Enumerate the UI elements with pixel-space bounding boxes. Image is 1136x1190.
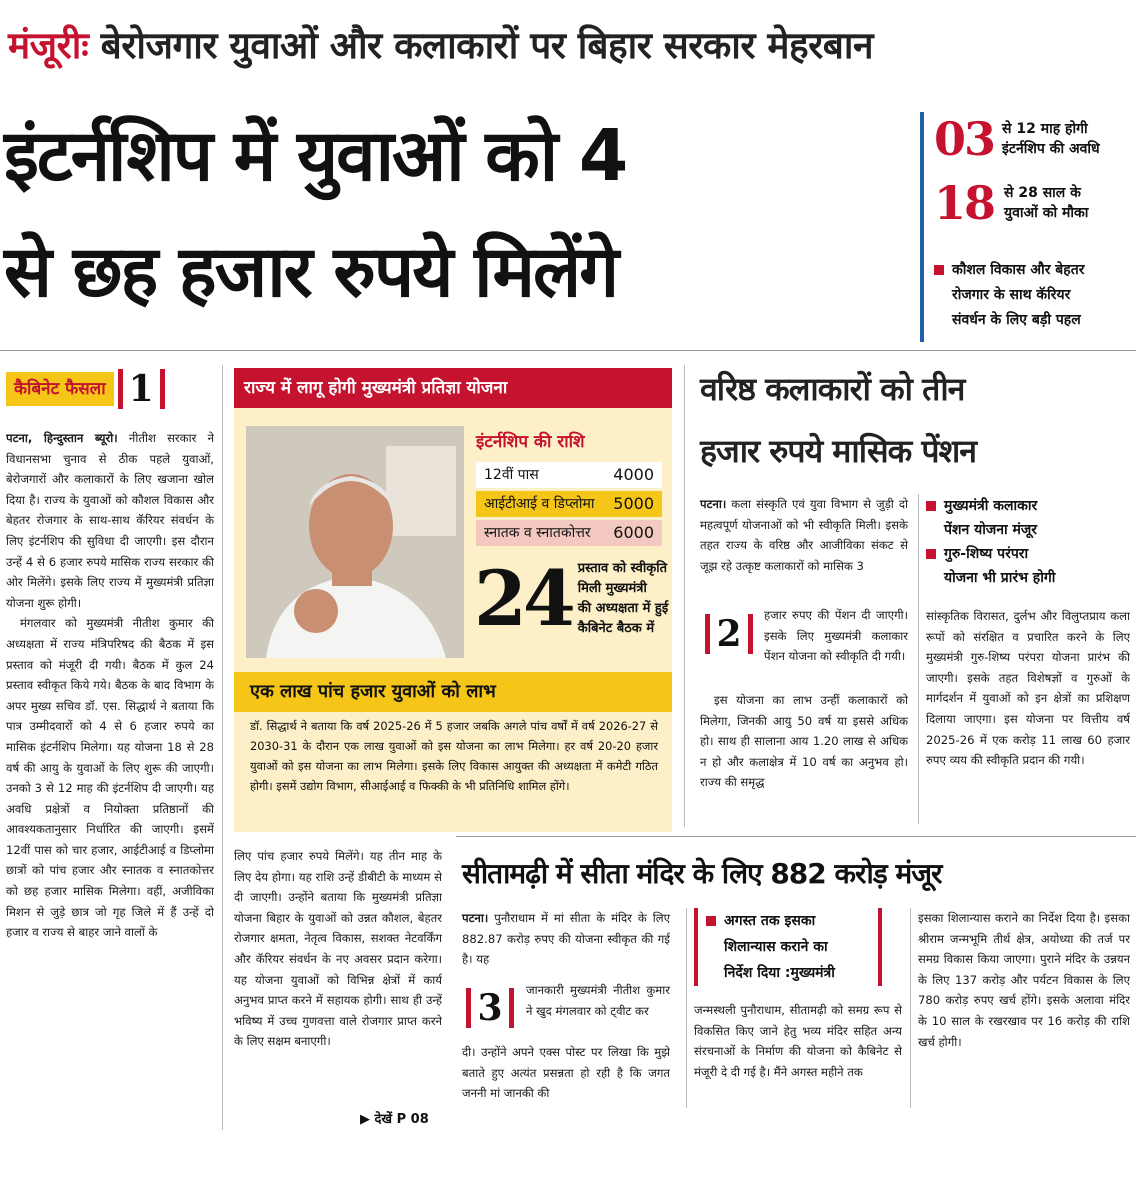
story-number-2: 2 xyxy=(700,612,758,656)
story3-dateline: पटना। xyxy=(462,911,489,925)
jump-arrow-icon: ▶ xyxy=(360,1112,370,1127)
col-rule-3 xyxy=(918,494,919,824)
story3-col2 xyxy=(694,1000,902,1108)
fact-box xyxy=(920,112,1134,342)
fact-bullet-line-1: कौशल विकास और बेहतर xyxy=(952,262,1085,278)
story2-headline-1: वरिष्ठ कलाकारों को तीन xyxy=(700,370,965,408)
chief-minister-photo xyxy=(246,426,464,658)
row-value: 5000 xyxy=(613,494,654,513)
big-number-text-4: कैबिनेट बैठक में xyxy=(577,621,655,636)
row-label: 12वीं पास xyxy=(484,467,539,483)
story3-quote xyxy=(694,908,882,986)
story3-col2-text: जन्मस्थली पुनौराधाम, सीतामढ़ी को समग्र रूप से विकसित किए जाने हेतु भव्य मंदिर सहित अन्य संरचनाओं के निर्माण की योजना को कैबिनेट से मंजूरी दे दी गई है। मैंने अगस्त महीने तक xyxy=(694,1003,902,1079)
sub-text: डॉ. सिद्धार्थ ने बताया कि वर्ष 2025-26 में 5 हजार जबकि अगले पांच वर्षों में वर्ष 2026-27 से 2030-31 के दौरान एक लाख युवाओं को इस योजना का लाभ मिलेगा। हर वर्ष 20-20 हजार युवाओं को इस योजना का लाभ मिलेगा। इसके लिए विकास आयुक्त की अध्यक्षता में कमेटी गठित होगी। इसमें उद्योग विभाग, सीआईआई व फिक्की के भी प्रतिनिधि शामिल होंगे। xyxy=(250,719,658,793)
story3-quote-3: निर्देश दिया :मुख्यमंत्री xyxy=(724,965,835,981)
row-label: आईटीआई व डिप्लोमा xyxy=(484,496,595,512)
story2-bullets xyxy=(926,494,1130,590)
scheme-box-title: राज्य में लागू होगी मुख्यमंत्री प्रतिज्ञा योजना xyxy=(234,368,672,408)
fact-text-1b: इंटर्नशिप की अवधि xyxy=(1002,141,1100,157)
story2-dateline: पटना। xyxy=(700,497,727,511)
story2-col1-p2 xyxy=(700,690,908,825)
story3-quote-2: शिलान्यास कराने का xyxy=(724,939,828,955)
fact-bullet xyxy=(934,258,1084,333)
story1-p1: नीतीश सरकार ने विधानसभा चुनाव से ठीक पहले युवाओं, बेरोजगारों और कलाकारों के लिए खजाना खोल दिया है। राज्य के युवाओं को कौशल विकास और बेहतर रोजगार के साथ-साथ कॅरियर संवर्धन के लिए इंटर्नशिप की सुविधा दी जाएगी। इस दौरान उन्हें 4 से 6 हजार रुपये मासिक राज्य सरकार की ओर मिलेंगे। इसके लिए राज्य में मुख्यमंत्री प्रतिज्ञा योजना शुरू होगी। xyxy=(6,431,214,610)
story1-col2-text: लिए पांच हजार रुपये मिलेंगे। यह तीन माह के लिए देय होगा। यह राशि उन्हें डीबीटी के माध्यम से दी जाएगी। उन्होंने बताया कि मुख्यमंत्री प्रतिज्ञा योजना बिहार के युवाओं को उन्नत कौशल, बेहतर रोजगार क्षमता, नेतृत्व विकास, सशक्त नेटवर्किंग और कॅरियर संवर्धन के नए अवसर प्रदान करेगा। यह योजना युवाओं को विभिन्न क्षेत्रों में कार्य अनुभव प्राप्त करने में सहायक होगी। साथ ही उन्हें भविष्य में उच्च गुणवत्ता वाले रोजगार प्राप्त करने के लिए सक्षम बनाएगी। xyxy=(234,849,442,1049)
story2-col1-beside xyxy=(764,605,908,667)
story3-col1-top xyxy=(462,908,670,970)
headline-line-2: से छह हजार रुपये मिलेंगे xyxy=(4,230,618,313)
fact-text-2b: युवाओं को मौका xyxy=(1004,205,1089,221)
sub-title-band xyxy=(234,672,672,712)
scheme-box xyxy=(234,368,672,832)
fact-text-1a: से 12 माह होगी xyxy=(1002,121,1088,137)
story3-quote-1: अगस्त तक इसका xyxy=(724,913,816,929)
top-line xyxy=(8,18,1128,74)
story-number-1: 1 xyxy=(118,368,165,410)
story1-col1 xyxy=(6,428,214,1128)
story2-bullet-1b: पेंशन योजना मंजूर xyxy=(944,522,1038,538)
row-value: 6000 xyxy=(613,523,654,542)
cabinet-tag xyxy=(6,368,165,410)
jump-link[interactable] xyxy=(360,1110,429,1130)
internship-table-title: इंटर्नशिप की राशि xyxy=(476,432,585,452)
story3-col1-beside xyxy=(526,980,670,1021)
fact-item-1 xyxy=(934,112,1100,166)
story-number-3: 3 xyxy=(462,986,518,1030)
story2-headline-2: हजार रुपये मासिक पेंशन xyxy=(700,432,977,470)
col-rule-4 xyxy=(686,908,687,1108)
cabinet-tag-label: कैबिनेट फैसला xyxy=(6,372,114,406)
row-label: स्नातक व स्नातकोत्तर xyxy=(484,525,591,541)
sub-title: एक लाख पांच हजार युवाओं को लाभ xyxy=(250,681,496,702)
jump-text: देखें P 08 xyxy=(374,1112,429,1127)
story2-bullet-1a: मुख्यमंत्री कलाकार xyxy=(944,498,1038,514)
table-row xyxy=(476,491,662,517)
story1-dateline: पटना, हिन्दुस्तान ब्यूरो। xyxy=(6,431,118,445)
story3-bottom: दी। उन्होंने अपने एक्स पोस्ट पर लिखा कि मुझे बताते हुए अत्यंत प्रसन्नता हो रही है कि जगत जननी मां जानकी की xyxy=(462,1045,670,1101)
top-line-text: बेरोजगार युवाओं और कलाकारों पर बिहार सरकार मेहरबान xyxy=(100,24,874,67)
story3-col3-text: इसका शिलान्यास कराने का निर्देश दिया है। इसका श्रीराम जन्मभूमि तीर्थ क्षेत्र, अयोध्या की तर्ज पर समग्र विकास किया जाएगा। पुराने मंदिर के उन्नयन के लिए 137 करोड़ और पर्यटन विकास के लिए 780 करोड़ रुपए खर्च होंगे। इसके अलावा मंदिर के 10 साल के रखरखाव पर 16 करोड़ की राशि खर्च होगी। xyxy=(918,911,1130,1049)
story2-bullet-2b: योजना भी प्रारंभ होगी xyxy=(944,570,1056,586)
internship-table xyxy=(476,428,662,546)
story2-beside: हजार रुपए की पेंशन दी जाएगी। इसके लिए मुख्यमंत्री कलाकार पेंशन योजना को स्वीकृति दी गयी। xyxy=(764,608,908,664)
fact-item-2 xyxy=(934,176,1088,230)
story1-p2: मंगलवार को मुख्यमंत्री नीतीश कुमार की अध्यक्षता में राज्य मंत्रिपरिषद की बैठक में इस प्रस्ताव को मंजूरी दी गयी। बैठक में कुल 24 प्रस्ताव स्वीकृत किये गये। बैठक के बाद विभाग के अपर मुख्य सचिव डॉ. एस. सिद्धार्थ ने बताया कि पात्र उम्मीदवारों को 4 से 6 हजार रुपये का मासिक इंटर्नशिप मिलेगा। यह योजना 18 से 28 वर्ष की आयु के युवाओं के लिए शुरू की जाएगी। उनको 3 से 12 माह की इंटर्नशिप दी जाएगी। यह अवधि प्रक्षेत्रों व नियोक्ता प्रतिष्ठानों की आवश्यकतानुसार निर्धारित की जाएगी। इसमें 12वीं पास को चार हजार, आईटीआई व डिप्लोमा छात्रों को पांच हजार और स्नातक व स्नातकोत्तर को छह हजार मासिक मिलेगा। वहीं, अजीविका मिशन से जुड़े छात्र जो गृह जिले में हैं उन्हें दो हजार व राज्य से बाहर जाने वालों के xyxy=(6,616,214,940)
story1-col2 xyxy=(234,846,442,1108)
story2-bullet-2a: गुरु-शिष्य परंपरा xyxy=(944,546,1029,562)
big-number: 24 xyxy=(474,554,572,643)
big-number-text-1: प्रस्ताव को स्वीकृति xyxy=(577,561,668,576)
story3-col1-bottom xyxy=(462,1042,670,1106)
col-rule-5 xyxy=(910,908,911,1108)
big-number-block xyxy=(474,554,668,644)
fact-bullet-line-3: संवर्धन के लिए बड़ी पहल xyxy=(952,312,1081,328)
story2-col1-top xyxy=(700,494,908,576)
story3-headline: सीतामढ़ी में सीता मंदिर के लिए 882 करोड़ मंजूर xyxy=(462,857,942,890)
row-value: 4000 xyxy=(613,465,654,484)
story2-headline xyxy=(700,358,1130,482)
story3-divider xyxy=(456,836,1136,837)
fact-num-2: 18 xyxy=(934,176,995,230)
story2-p2: इस योजना का लाभ उन्हीं कलाकारों को मिलेगा, जिनकी आयु 50 वर्ष या इससे अधिक हो। साथ ही सालाना आय 1.20 लाख से अधिक न हो और कलाक्षेत्र में 10 वर्ष का अनुभव हो। राज्य की समृद्ध xyxy=(700,693,908,790)
fact-bullet-line-2: रोजगार के साथ कॅरियर xyxy=(952,287,1071,303)
story3-col3 xyxy=(918,908,1130,1108)
bullet-square-icon xyxy=(934,265,944,275)
story2-col2 xyxy=(926,606,1130,826)
col-rule-2 xyxy=(684,365,685,827)
table-row xyxy=(476,520,662,546)
table-row xyxy=(476,462,662,488)
col-rule-1 xyxy=(222,365,223,1130)
portrait-illustration xyxy=(246,426,464,658)
main-headline xyxy=(4,98,914,330)
story3-top: पुनौराधाम में मां सीता के मंदिर के लिए 882.87 करोड़ रुपए की योजना स्वीकृत की गई है। यह xyxy=(462,911,671,967)
story2-top: कला संस्कृति एवं युवा विभाग से जुड़ी दो महत्वपूर्ण योजनाओं को भी स्वीकृति मिली। इसके तहत राज्य के वरिष्ठ और आजीविका संकट से जूझ रहे उत्कृष्ट कलाकारों को मासिक 3 xyxy=(700,497,908,573)
story2-col2-text: सांस्कृतिक विरासत, दुर्लभ और विलुप्तप्राय कला रूपों को संरक्षित व प्रचारित करने के लिए मुख्यमंत्री गुरु-शिष्य परंपरा योजना प्रारंभ की जाएगी। इसके तहत विशेषज्ञों व गुरुओं के मार्गदर्शन में युवाओं को इन क्षेत्रों का प्रशिक्षण दिलाया जाएगा। इस योजना पर वित्तीय वर्ष 2025-26 में एक करोड़ 11 लाख 60 हजार रुपए व्यय की स्वीकृति प्रदान की गयी। xyxy=(926,609,1130,768)
header-divider xyxy=(0,350,1136,351)
headline-line-1: इंटर्नशिप में युवाओं को 4 xyxy=(4,114,627,197)
big-number-text-3: की अध्यक्षता में हुई xyxy=(577,601,669,616)
fact-text-2a: से 28 साल के xyxy=(1004,185,1081,201)
story3-beside: जानकारी मुख्यमंत्री नीतीश कुमार ने खुद मंगलवार को ट्वीट कर xyxy=(526,983,670,1018)
fact-num-1: 03 xyxy=(934,112,995,166)
kicker: मंजूरीः xyxy=(8,24,89,67)
big-number-text-2: मिली मुख्यमंत्री xyxy=(577,581,647,596)
